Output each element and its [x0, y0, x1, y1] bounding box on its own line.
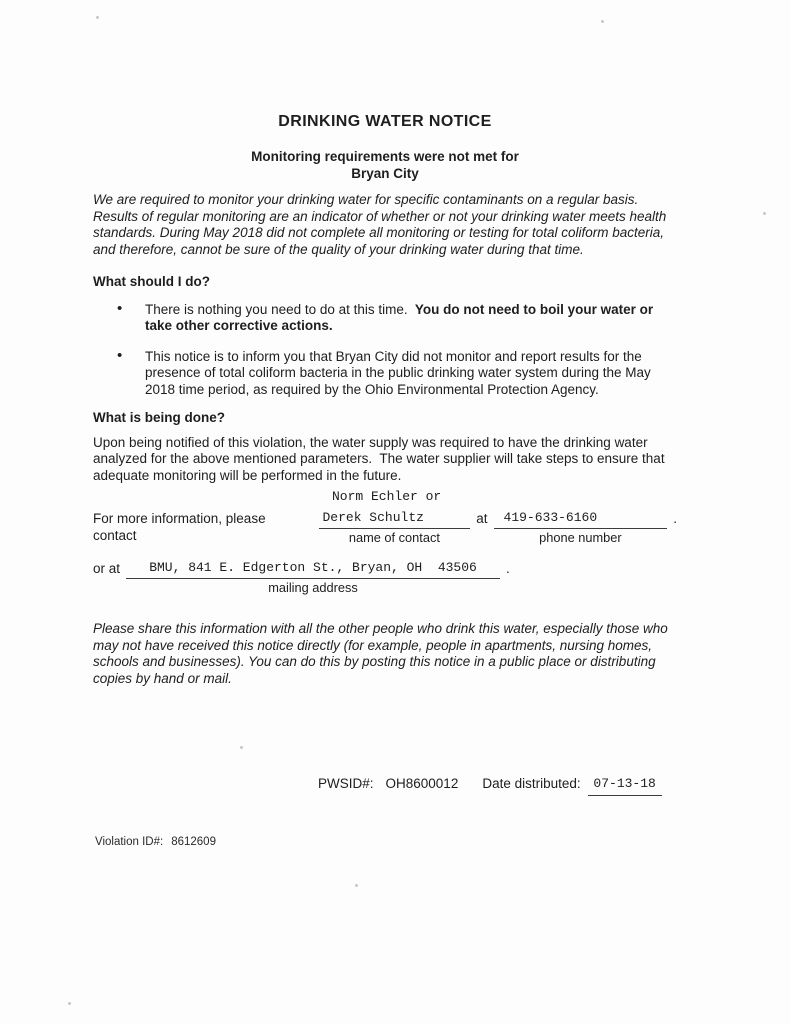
contact-name-value: Derek Schultz — [319, 509, 471, 529]
share-note-paragraph: Please share this information with all the other people who drink this water, especially those who may not have received this notice directly (for example, people in apartments, nursing homes, schools and businesses). You can do this by posting this notice in a public place or distributing copies by hand or mail. — [93, 621, 672, 686]
address-label: mailing address — [268, 580, 358, 595]
bullet-no-action-bold: You do not need to boil your water or take other corrective actions. — [145, 301, 657, 333]
contact-overline: Norm Echler or — [332, 489, 442, 504]
address-blank — [126, 559, 500, 596]
address-line — [93, 559, 677, 596]
contact-at-text: at — [476, 511, 488, 526]
document-title: DRINKING WATER NOTICE — [278, 113, 492, 130]
address-value: BMU, 841 E. Edgerton St., Bryan, OH 43506 — [126, 559, 500, 579]
pwsid-value: OH8600012 — [385, 776, 459, 791]
bullet-notice-info: • This notice is to inform you that Bryan City did not monitor and report results for the presence of total coliform bacteria in the public drinking water system during the May 2018 time period, as required by the Ohio Environmental Protection Agency. — [93, 349, 677, 399]
violation-id-row — [95, 834, 677, 851]
date-distributed-value: 07-13-18 — [588, 776, 662, 796]
or-at-text: or at — [93, 561, 121, 576]
contact-line-period: . — [673, 511, 677, 526]
what-should-i-do-list — [93, 302, 677, 399]
date-distributed-label: Date distributed: — [482, 776, 581, 791]
contact-phone-blank — [494, 509, 668, 546]
intro-paragraph: We are required to monitor your drinking water for specific contaminants on a regular basis. Results of regular monitoring are an indicator of whether or not your drinking water meets health standards. During May 2018 did not complete all monitoring or testing for total coliform bacteria, and therefore, cannot be sure of the quality of your drinking water during that time. — [93, 192, 671, 257]
subtitle-line-1: Monitoring requirements were not met for — [251, 149, 519, 164]
scan-speck — [355, 884, 358, 887]
document-content — [93, 0, 677, 850]
scan-speck — [68, 1002, 71, 1005]
contact-line — [93, 509, 677, 546]
contact-phone-label: phone number — [539, 530, 622, 545]
document-subtitle — [93, 148, 677, 182]
heading-what-should-i-do: What should I do? — [93, 274, 210, 289]
heading-what-is-being-done: What is being done? — [93, 410, 225, 425]
what-is-being-done-paragraph: Upon being notified of this violation, the water supply was required to have the drinking water analyzed for the above mentioned parameters. The water supplier will take steps to ensure that adequate monitoring will be performed in the future. — [93, 434, 669, 483]
contact-phone-value: 419-633-6160 — [494, 509, 668, 529]
contact-lead-text: For more information, please contact — [93, 511, 266, 543]
address-line-period: . — [506, 561, 510, 576]
violation-id-value: 8612609 — [171, 835, 216, 848]
bullet-no-action — [93, 302, 677, 335]
contact-name-label: name of contact — [348, 530, 440, 545]
scan-speck — [763, 212, 766, 215]
subtitle-line-2: Bryan City — [351, 166, 419, 181]
violation-id-label: Violation ID#: — [95, 835, 164, 848]
footer-ids-row — [93, 776, 677, 796]
pwsid-label: PWSID#: — [318, 776, 374, 791]
contact-name-blank — [319, 509, 471, 546]
bullet-no-action-normal: There is nothing you need to do at this time. — [145, 301, 412, 317]
